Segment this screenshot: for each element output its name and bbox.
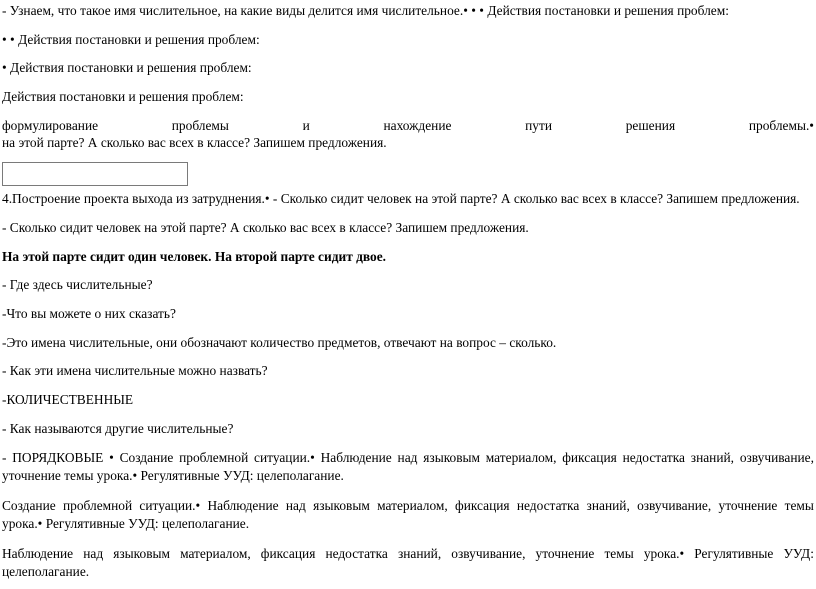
word: проблемы — [171, 118, 229, 133]
word: языковым — [313, 498, 370, 513]
word: - — [2, 450, 7, 465]
word: пути — [525, 118, 553, 133]
text-line-13: - Как эти имена числительные можно назвать? — [2, 363, 268, 378]
text-line-11: -Что вы можете о них сказать? — [2, 306, 176, 321]
word: темы — [784, 498, 814, 513]
word: ПОРЯДКОВЫЕ — [12, 450, 104, 465]
word: озвучивание, — [739, 450, 814, 465]
justified-line-5 — [2, 117, 814, 134]
word: уточнение — [535, 546, 595, 561]
word: уточнение — [718, 498, 778, 513]
text-line-15: - Как называются другие числительные? — [2, 421, 234, 436]
justified-line-20 — [2, 545, 814, 562]
word: знаний, — [690, 450, 735, 465]
text-line-4: Действия постановки и решения проблем: — [2, 89, 244, 104]
word: Создание — [119, 450, 174, 465]
text-line-6: на этой парте? А сколько вас всех в классе? Запишем предложения. — [2, 135, 387, 150]
text-line-7: 4.Построение проекта выхода из затруднения.• - Сколько сидит человек на этой парте? А сколько вас всех в классе? Запишем предложения. — [2, 191, 800, 206]
word: фиксация — [260, 546, 316, 561]
word: фиксация — [455, 498, 510, 513]
text-line-14: -КОЛИЧЕСТВЕННЫЕ — [2, 392, 134, 407]
word: ситуации.• — [254, 450, 315, 465]
text-line-10: - Где здесь числительные? — [2, 277, 153, 292]
word: языковым — [423, 450, 481, 465]
word: недостатка — [622, 450, 685, 465]
word: и — [302, 118, 310, 133]
word: знаний, — [397, 546, 442, 561]
word: фиксация — [562, 450, 617, 465]
word: проблемной — [62, 498, 133, 513]
justified-line-16 — [2, 449, 814, 466]
word: материалом, — [180, 546, 251, 561]
word: проблемы.• — [748, 118, 814, 133]
text-line-9-bold: На этой парте сидит один человек. На второй парте сидит двое. — [2, 249, 387, 264]
word: языковым — [113, 546, 170, 561]
word: • — [109, 450, 114, 465]
text-line-1: - Узнаем, что такое имя числительное, на какие виды делится имя числительное.• • • Действия постановки и решения проблем: — [2, 3, 729, 18]
word: над — [397, 450, 418, 465]
empty-text-box — [2, 162, 188, 186]
text-line-17: уточнение темы урока.• Регулятивные УУД: целеполагание. — [2, 468, 344, 483]
word: озвучивание, — [451, 546, 526, 561]
word: Наблюдение — [207, 498, 279, 513]
word: материалом, — [485, 450, 557, 465]
word: недостатка — [325, 546, 388, 561]
text-line-21: целеполагание. — [2, 564, 90, 579]
word: недостатка — [516, 498, 580, 513]
word: ситуации.• — [139, 498, 201, 513]
word: формулирование — [2, 118, 99, 133]
word: знаний, — [586, 498, 630, 513]
word: Регулятивные — [694, 546, 774, 561]
text-line-19: урока.• Регулятивные УУД: целеполагание. — [2, 516, 250, 531]
word: нахождение — [383, 118, 452, 133]
word: над — [83, 546, 104, 561]
text-line-3: • Действия постановки и решения проблем: — [2, 60, 252, 75]
word: урока.• — [643, 546, 685, 561]
word: УУД: — [783, 546, 814, 561]
word: Создание — [2, 498, 56, 513]
justified-line-18 — [2, 497, 814, 514]
text-line-2: • • Действия постановки и решения проблем: — [2, 32, 260, 47]
text-line-12: -Это имена числительные, они обозначают количество предметов, отвечают на вопрос – сколько. — [2, 335, 557, 350]
word: Наблюдение — [2, 546, 74, 561]
word: проблемной — [179, 450, 249, 465]
text-line-8: - Сколько сидит человек на этой парте? А сколько вас всех в классе? Запишем предложения. — [2, 220, 529, 235]
word: Наблюдение — [320, 450, 392, 465]
word: решения — [625, 118, 676, 133]
word: темы — [604, 546, 634, 561]
word: над — [285, 498, 306, 513]
word: материалом, — [377, 498, 448, 513]
word: озвучивание, — [637, 498, 712, 513]
